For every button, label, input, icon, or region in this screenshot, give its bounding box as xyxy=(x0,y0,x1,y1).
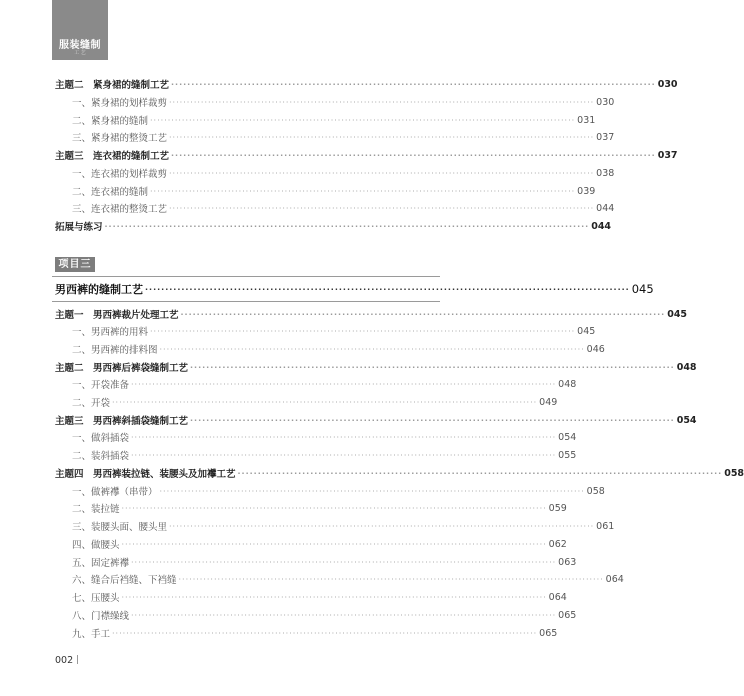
toc-entry-label: 六、缝合后裆缝、下裆缝 xyxy=(72,575,177,586)
toc-leader: ························································································································ xyxy=(169,97,595,107)
toc-sub-row[interactable] xyxy=(72,113,596,127)
toc-leader: ························································································································ xyxy=(150,186,576,196)
toc-entry-page: 030 xyxy=(596,96,615,108)
toc-entry-page: 037 xyxy=(657,149,678,161)
toc-leader: ························································································································ xyxy=(131,379,557,389)
toc-leader: ························································································································ xyxy=(178,574,604,584)
toc-entry-label: 一、连衣裙的划样裁剪 xyxy=(72,169,168,180)
toc-main-row[interactable] xyxy=(55,148,678,162)
toc-entry-page: 048 xyxy=(558,378,577,390)
toc-entry-page: 065 xyxy=(558,609,577,621)
toc-entry-page: 048 xyxy=(676,361,697,373)
footer xyxy=(55,655,78,666)
toc-entry-page: 038 xyxy=(596,167,615,179)
toc-leader: ························································································································ xyxy=(159,486,585,496)
toc-sub-row[interactable] xyxy=(72,590,567,604)
toc-entry-label: 主题二 紧身裙的缝制工艺 xyxy=(55,80,170,91)
toc-entry-label: 一、紧身裙的划样裁剪 xyxy=(72,98,168,109)
toc-leader: ························································································································ xyxy=(169,521,595,531)
toc-entry-page: 031 xyxy=(577,114,596,126)
toc-entry-page: 030 xyxy=(657,78,678,90)
toc-entry-label: 拓展与练习 xyxy=(55,222,103,233)
toc-leader: ························································································································ xyxy=(159,344,585,354)
toc-entry-page: 064 xyxy=(548,591,567,603)
toc-main-row[interactable] xyxy=(55,307,688,321)
toc-leader: ························································································································ xyxy=(190,415,675,425)
toc-leader: ························································································································ xyxy=(104,221,590,231)
toc-sub-row[interactable] xyxy=(72,324,596,338)
toc-leader: ························································································································ xyxy=(121,592,547,602)
toc-entry-label: 二、男西裤的排料图 xyxy=(72,345,158,356)
toc-entry-label: 主题四 男西裤装拉链、装腰头及加襻工艺 xyxy=(55,469,236,480)
toc-leader: ························································································································ xyxy=(131,610,557,620)
toc-leader: ························································································································ xyxy=(171,79,656,89)
toc-entry-page: 055 xyxy=(558,449,577,461)
toc-sub-row[interactable] xyxy=(72,377,577,391)
toc-entry-label: 一、做裤襻（串带） xyxy=(72,487,158,498)
toc-entry-page: 044 xyxy=(596,202,615,214)
toc-entry-page: 054 xyxy=(676,414,697,426)
toc-chapter-label: 男西裤的缝制工艺 xyxy=(55,283,143,296)
toc-entry-label: 主题三 男西裤斜插袋缝制工艺 xyxy=(55,416,189,427)
toc-entry-page: 065 xyxy=(539,627,558,639)
toc-chapter-row[interactable] xyxy=(55,280,654,298)
toc-leader: ························································································································ xyxy=(171,150,656,160)
toc-entry-page: 062 xyxy=(548,538,567,550)
toc-entry-label: 一、男西裤的用料 xyxy=(72,327,149,338)
footer-separator xyxy=(77,655,78,664)
toc-sub-row[interactable] xyxy=(72,395,558,409)
header-subtitle: 工 艺 xyxy=(74,50,86,56)
chapter-top-rule xyxy=(52,276,440,277)
page-number: 002 xyxy=(55,655,74,666)
toc-entry-label: 一、做斜插袋 xyxy=(72,433,130,444)
toc-entry-page: 054 xyxy=(558,431,577,443)
project-label-box xyxy=(55,257,95,272)
toc-chapter-page: 045 xyxy=(631,282,654,296)
toc-entry-page: 045 xyxy=(667,308,688,320)
toc-entry-label: 主题二 男西裤后裤袋缝制工艺 xyxy=(55,363,189,374)
toc-leader: ························································································································ xyxy=(237,468,723,478)
toc-sub-row[interactable] xyxy=(72,572,624,586)
toc-leader: ························································································································ xyxy=(121,539,547,549)
toc-entry-label: 八、门襟缲线 xyxy=(72,611,130,622)
toc-entry-label: 七、压腰头 xyxy=(72,593,120,604)
toc-entry-label: 三、装腰头面、腰头里 xyxy=(72,522,168,533)
toc-entry-label: 四、做腰头 xyxy=(72,540,120,551)
toc-entry-page: 049 xyxy=(539,396,558,408)
toc-main-row[interactable] xyxy=(55,77,678,91)
toc-entry-label: 九、手工 xyxy=(72,629,111,640)
toc-entry-page: 044 xyxy=(591,220,612,232)
header-title: 服装缝制 xyxy=(59,40,101,51)
toc-entry-page: 037 xyxy=(596,131,615,143)
toc-sub-row[interactable] xyxy=(72,201,615,215)
project-label: 项目三 xyxy=(58,259,92,270)
toc-entry-label: 二、紧身裙的缝制 xyxy=(72,116,149,127)
toc-leader: ························································································································ xyxy=(180,309,666,319)
toc-leader: ························································································································ xyxy=(150,115,576,125)
toc-leader: ························································································································ xyxy=(112,628,538,638)
toc-entry-page: 063 xyxy=(558,556,577,568)
toc-entry-page: 046 xyxy=(586,343,605,355)
toc-main-row[interactable] xyxy=(55,219,612,233)
toc-main-row[interactable] xyxy=(55,360,697,374)
toc-entry-label: 二、装拉链 xyxy=(72,504,120,515)
chapter-bottom-rule xyxy=(52,301,440,302)
toc-sub-row[interactable] xyxy=(72,555,577,569)
toc-main-row[interactable] xyxy=(55,466,744,480)
toc-sub-row[interactable] xyxy=(72,184,596,198)
toc-entry-page: 058 xyxy=(724,467,744,479)
toc-sub-row[interactable] xyxy=(72,501,567,515)
toc-entry-label: 三、紧身裙的整烫工艺 xyxy=(72,133,168,144)
toc-entry-label: 二、装斜插袋 xyxy=(72,451,130,462)
toc-entry-page: 061 xyxy=(596,520,615,532)
toc-sub-row[interactable] xyxy=(72,484,605,498)
toc-sub-row[interactable] xyxy=(72,537,567,551)
toc-entry-page: 059 xyxy=(548,502,567,514)
toc-entry-page: 039 xyxy=(577,185,596,197)
toc-leader: ························································································································ xyxy=(131,432,557,442)
toc-leader: ························································································································ xyxy=(169,132,595,142)
toc-entry-page: 064 xyxy=(605,573,624,585)
toc-sub-row[interactable] xyxy=(72,448,577,462)
toc-entry-label: 一、开袋准备 xyxy=(72,380,130,391)
toc-entry-label: 二、开袋 xyxy=(72,398,111,409)
toc-sub-row[interactable] xyxy=(72,430,577,444)
header-block xyxy=(52,0,108,60)
toc-sub-row[interactable] xyxy=(72,342,605,356)
toc-leader: ························································································································ xyxy=(121,503,547,513)
toc-entry-label: 三、连衣裙的整烫工艺 xyxy=(72,204,168,215)
toc-entry-page: 045 xyxy=(577,325,596,337)
toc-sub-row[interactable] xyxy=(72,626,558,640)
toc-entry-label: 主题一 男西裤裁片处理工艺 xyxy=(55,310,179,321)
toc-entry-label: 主题三 连衣裙的缝制工艺 xyxy=(55,151,170,162)
toc-sub-row[interactable] xyxy=(72,95,615,109)
toc-main-row[interactable] xyxy=(55,413,697,427)
toc-leader: ························································································································ xyxy=(145,284,630,294)
toc-sub-row[interactable] xyxy=(72,608,577,622)
toc-leader: ························································································································ xyxy=(131,557,557,567)
toc-leader: ························································································································ xyxy=(190,362,675,372)
toc-sub-row[interactable] xyxy=(72,519,615,533)
toc-entry-page: 058 xyxy=(586,485,605,497)
toc-sub-row[interactable] xyxy=(72,166,615,180)
toc-entry-label: 五、固定裤襻 xyxy=(72,558,130,569)
toc-leader: ························································································································ xyxy=(112,397,538,407)
toc-leader: ························································································································ xyxy=(150,326,576,336)
toc-leader: ························································································································ xyxy=(169,168,595,178)
toc-entry-label: 二、连衣裙的缝制 xyxy=(72,187,149,198)
toc-leader: ························································································································ xyxy=(131,450,557,460)
toc-sub-row[interactable] xyxy=(72,130,615,144)
toc-leader: ························································································································ xyxy=(169,203,595,213)
